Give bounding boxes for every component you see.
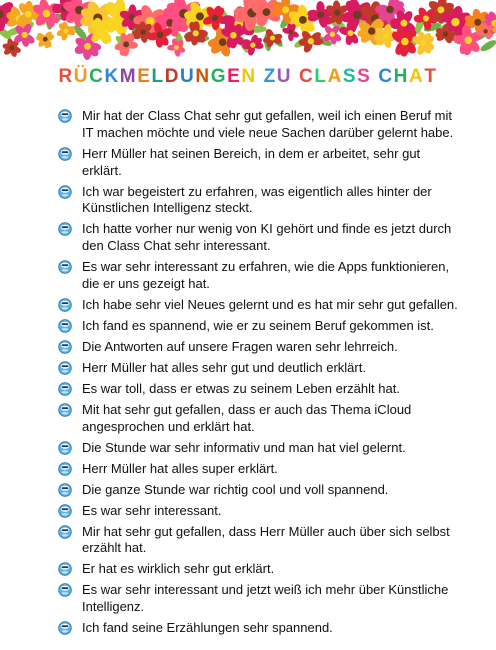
feedback-text: Mir hat der Class Chat sehr gut gefallen, weil ich einen Beruf mit IT machen möchte und viele neue Sachen darüber gelernt habe. — [82, 108, 454, 140]
feedback-list — [58, 108, 462, 641]
bullet-icon — [58, 504, 72, 518]
page-title: RÜCKMELDUNGEN ZU CLASS CHAT — [58, 66, 438, 87]
feedback-text: Ich habe sehr viel Neues gelernt und es hat mir sehr gut gefallen. — [82, 296, 458, 312]
bullet-icon — [58, 583, 72, 597]
feedback-item — [58, 582, 462, 616]
feedback-text: Die Antworten auf unsere Fragen waren sehr lehrreich. — [82, 338, 398, 354]
flower-banner — [0, 0, 496, 62]
flower-shape — [56, 21, 76, 41]
bullet-icon — [58, 403, 72, 417]
feedback-item — [58, 108, 462, 142]
feedback-item — [58, 482, 462, 499]
feedback-text: Herr Müller hat seinen Bereich, in dem er arbeitet, sehr gut erklärt. — [82, 145, 421, 178]
bullet-icon — [58, 562, 72, 576]
feedback-text: Mir hat sehr gut gefallen, dass Herr Müller auch über sich selbst erzählt hat. — [82, 523, 450, 556]
feedback-text: Er hat es wirklich sehr gut erklärt. — [82, 561, 275, 577]
bullet-icon — [58, 340, 72, 354]
bullet-icon — [58, 260, 72, 274]
bullet-icon — [58, 525, 72, 539]
bullet-icon — [58, 621, 72, 635]
feedback-item — [58, 561, 462, 578]
bullet-icon — [58, 222, 72, 236]
feedback-text: Mit hat sehr gut gefallen, dass er auch das Thema iCloud angesprochen und erklärt hat. — [82, 401, 412, 434]
bullet-icon — [58, 319, 72, 333]
feedback-text: Ich fand seine Erzählungen sehr spannend. — [82, 620, 333, 636]
feedback-item — [58, 402, 462, 436]
bullet-icon — [58, 298, 72, 312]
bullet-icon — [58, 147, 72, 161]
bullet-icon — [58, 382, 72, 396]
bullet-icon — [58, 109, 72, 123]
feedback-item — [58, 259, 462, 293]
feedback-item — [58, 503, 462, 520]
feedback-item — [58, 146, 462, 180]
feedback-item — [58, 440, 462, 457]
feedback-text: Ich hatte vorher nur wenig von KI gehört und finde es jetzt durch den Class Chat sehr interessant. — [82, 221, 452, 254]
feedback-item — [58, 221, 462, 255]
feedback-item — [58, 184, 462, 218]
leaf-shape — [479, 38, 496, 53]
feedback-text: Es war sehr interessant zu erfahren, wie die Apps funktionieren, die er uns gezeigt hat. — [82, 259, 450, 291]
feedback-text: Herr Müller hat alles sehr gut und deutlich erklärt. — [82, 359, 366, 375]
feedback-text: Herr Müller hat alles super erklärt. — [82, 460, 278, 476]
flower-border-image — [0, 0, 496, 62]
feedback-item — [58, 318, 462, 335]
feedback-text: Es war sehr interessant und jetzt weiß ich mehr über Künstliche Intelligenz. — [82, 582, 449, 615]
flower-shape — [167, 38, 186, 58]
feedback-item — [58, 297, 462, 314]
feedback-text: Die ganze Stunde war richtig cool und voll spannend. — [82, 481, 389, 497]
flower-shape — [298, 29, 323, 54]
feedback-text: Ich fand es spannend, wie er zu seinem Beruf gekommen ist. — [82, 317, 434, 333]
feedback-text: Ich war begeistert zu erfahren, was eigentlich alles hinter der Künstlichen Intelligenz steckt. — [82, 183, 432, 216]
bullet-icon — [58, 441, 72, 455]
bullet-icon — [58, 483, 72, 497]
feedback-text: Es war toll, dass er etwas zu seinem Leben erzählt hat. — [82, 380, 400, 396]
bullet-icon — [58, 361, 72, 375]
feedback-item — [58, 339, 462, 356]
feedback-item — [58, 360, 462, 377]
bullet-icon — [58, 185, 72, 199]
feedback-item — [58, 620, 462, 637]
feedback-text: Die Stunde war sehr informativ und man hat viel gelernt. — [82, 439, 406, 455]
flower-shape — [36, 30, 55, 49]
feedback-text: Es war sehr interessant. — [82, 502, 222, 518]
flower-shape — [242, 34, 264, 56]
feedback-item — [58, 524, 462, 558]
feedback-item — [58, 461, 462, 478]
bullet-icon — [58, 462, 72, 476]
feedback-item — [58, 381, 462, 398]
